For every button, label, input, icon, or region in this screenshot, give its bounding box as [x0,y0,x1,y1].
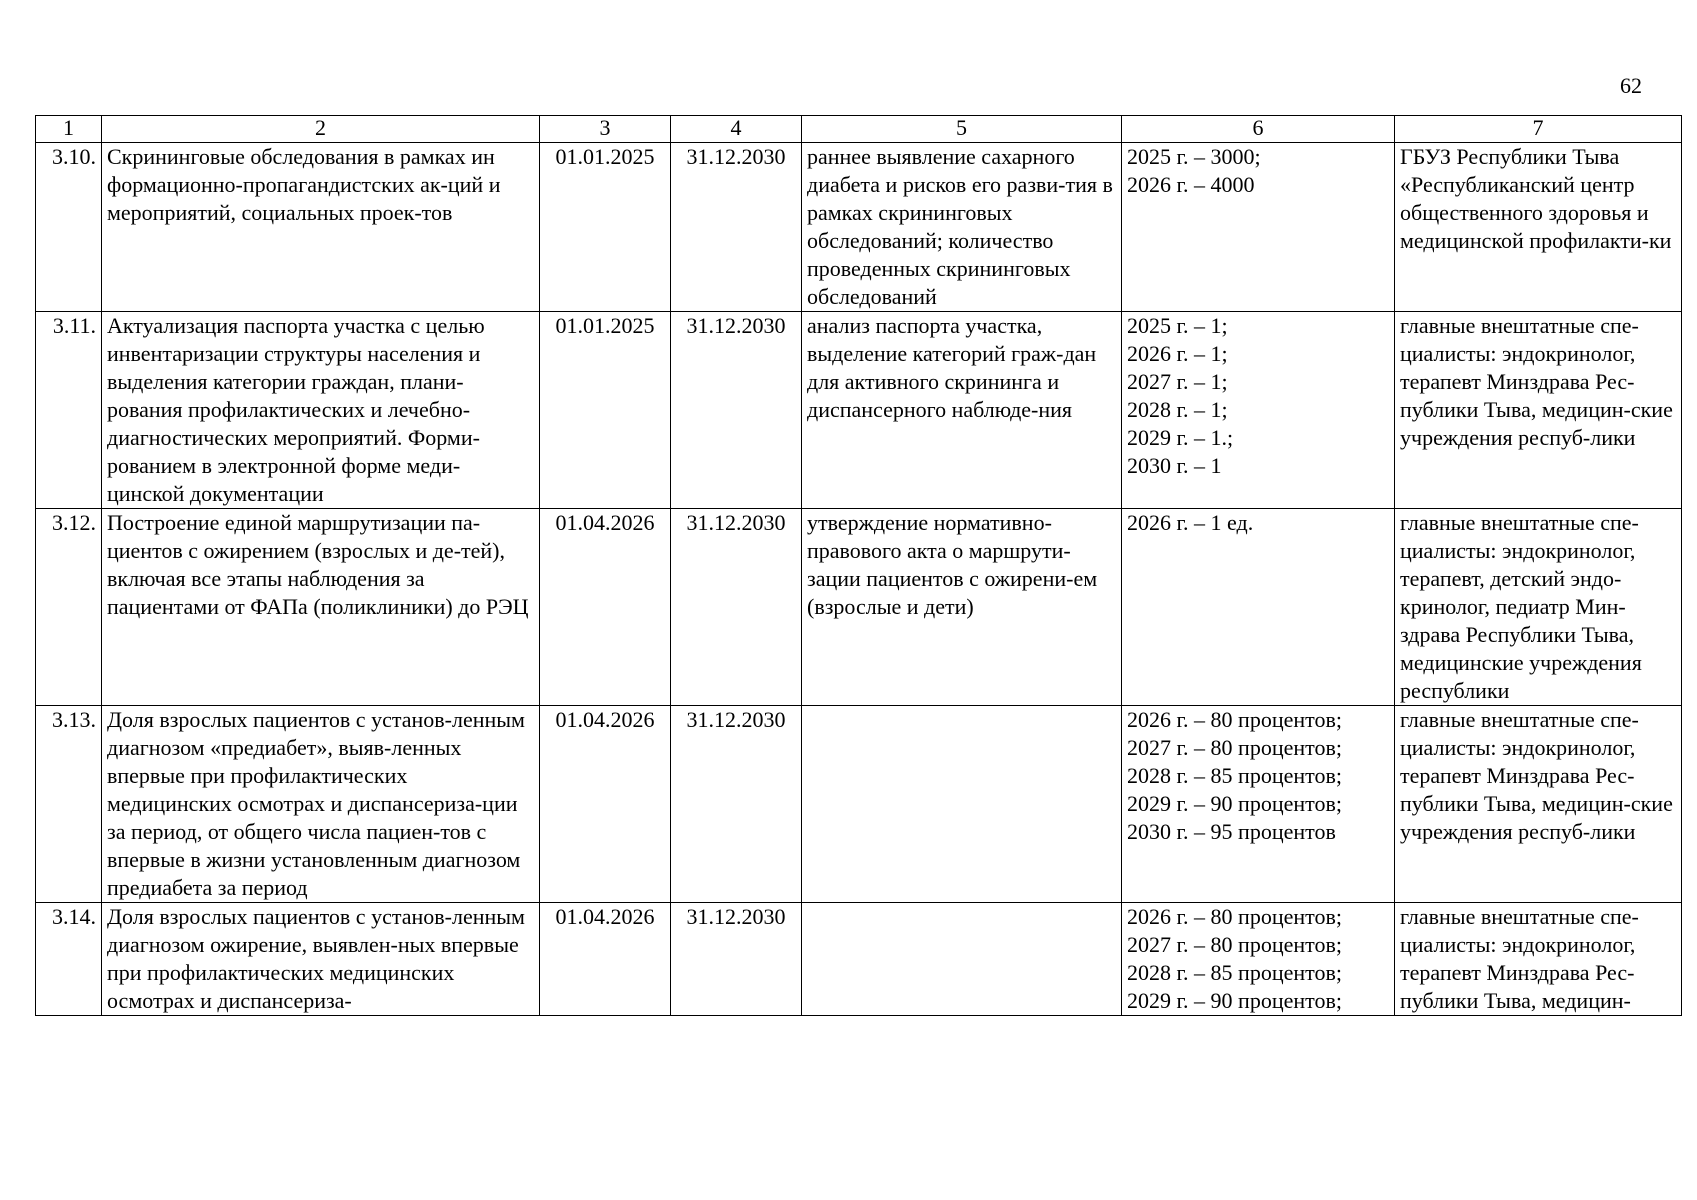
end-date-cell: 31.12.2030 [671,903,802,1016]
item-number: 3.13. [36,706,102,903]
end-date-cell: 31.12.2030 [671,706,802,903]
responsible-cell: ГБУЗ Республики Тыва «Республиканский центр общественного здоровья и медицинской профилакти-ки [1395,143,1682,312]
item-number: 3.12. [36,509,102,706]
result-cell: раннее выявление сахарного диабета и рисков его разви-тия в рамках скрининговых обследований; количество проведенных скрининговых обследований [802,143,1122,312]
table-row [36,903,1682,1016]
start-date-cell: 01.01.2025 [540,143,671,312]
activity-cell: Скрининговые обследования в рамках ин формационно-пропагандистских ак-ций и мероприятий, социальных проек-тов [102,143,540,312]
column-header: 2 [102,116,540,143]
responsible-cell: главные внештатные спе-циалисты: эндокринолог, терапевт Минздрава Рес-публики Тыва, медицин-ские учреждения респуб-лики [1395,312,1682,509]
table-row [36,312,1682,509]
indicators-cell: 2025 г. – 1; 2026 г. – 1; 2027 г. – 1; 2028 г. – 1; 2029 г. – 1.; 2030 г. – 1 [1122,312,1395,509]
result-cell: утверждение нормативно-правового акта о маршрути-зации пациентов с ожирени-ем (взрослые и дети) [802,509,1122,706]
result-cell [802,706,1122,903]
responsible-cell: главные внештатные спе-циалисты: эндокринолог, терапевт Минздрава Рес-публики Тыва, медицин- [1395,903,1682,1016]
table-row [36,706,1682,903]
start-date-cell: 01.04.2026 [540,509,671,706]
column-header: 3 [540,116,671,143]
item-number: 3.11. [36,312,102,509]
result-cell: анализ паспорта участка, выделение категорий граж-дан для активного скрининга и диспансерного наблюде-ния [802,312,1122,509]
indicators-cell: 2026 г. – 80 процентов; 2027 г. – 80 процентов; 2028 г. – 85 процентов; 2029 г. – 90 процентов; [1122,903,1395,1016]
indicators-cell: 2026 г. – 80 процентов; 2027 г. – 80 процентов; 2028 г. – 85 процентов; 2029 г. – 90 процентов; 2030 г. – 95 процентов [1122,706,1395,903]
table-row [36,509,1682,706]
activity-cell: Доля взрослых пациентов с установ-ленным диагнозом ожирение, выявлен-ных впервые при профилактических медицинских осмотрах и диспансериза- [102,903,540,1016]
end-date-cell: 31.12.2030 [671,509,802,706]
indicators-cell: 2025 г. – 3000; 2026 г. – 4000 [1122,143,1395,312]
table-row [36,143,1682,312]
start-date-cell: 01.01.2025 [540,312,671,509]
item-number: 3.10. [36,143,102,312]
column-header: 5 [802,116,1122,143]
column-header: 1 [36,116,102,143]
activity-cell: Построение единой маршрутизации па-циентов с ожирением (взрослых и де-тей), включая все этапы наблюдения за пациентами от ФАПа (поликлиники) до РЭЦ [102,509,540,706]
end-date-cell: 31.12.2030 [671,143,802,312]
end-date-cell: 31.12.2030 [671,312,802,509]
responsible-cell: главные внештатные спе-циалисты: эндокринолог, терапевт Минздрава Рес-публики Тыва, медицин-ские учреждения респуб-лики [1395,706,1682,903]
page-number: 62 [1620,73,1642,98]
result-cell [802,903,1122,1016]
column-header: 4 [671,116,802,143]
activity-cell: Актуализация паспорта участка с целью инвентаризации структуры населения и выделения категории граждан, плани-рования профилактических и лечебно-диагностических мероприятий. Форми-рованием в электронной форме меди-цинской документации [102,312,540,509]
start-date-cell: 01.04.2026 [540,706,671,903]
column-number-row [36,116,1682,143]
indicators-cell: 2026 г. – 1 ед. [1122,509,1395,706]
item-number: 3.14. [36,903,102,1016]
responsible-cell: главные внештатные спе-циалисты: эндокринолог, терапевт, детский эндо-кринолог, педиатр Мин-здрава Республики Тыва, медицинские учреждения республики [1395,509,1682,706]
column-header: 7 [1395,116,1682,143]
column-header: 6 [1122,116,1395,143]
start-date-cell: 01.04.2026 [540,903,671,1016]
activity-cell: Доля взрослых пациентов с установ-ленным диагнозом «предиабет», выяв-ленных впервые при профилактических медицинских осмотрах и диспансериза-ции за период, от общего числа пациен-тов с впервые в жизни установленным диагнозом предиабета за период [102,706,540,903]
action-plan-table [35,115,1682,1016]
